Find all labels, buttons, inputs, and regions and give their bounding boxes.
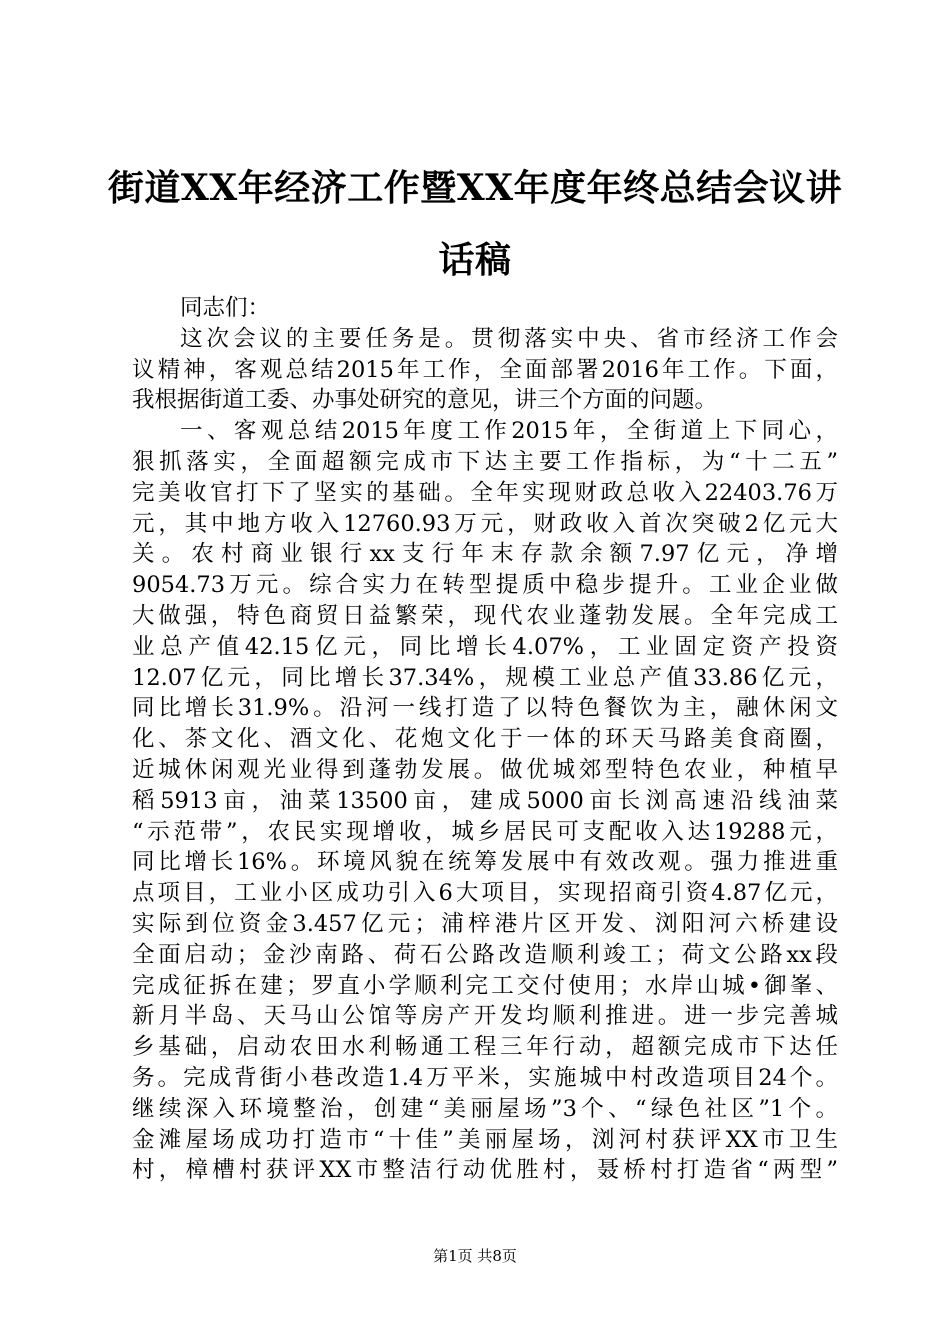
paragraph-line: 我根据街道工委、办事处研究的意见，讲三个方面的问题。 xyxy=(132,387,718,414)
paragraph-line: 业总产值42.15亿元，同比增长4.07%，工业固定资产投资 xyxy=(132,633,838,660)
paragraph-line: 议精神，客观总结2015年工作，全面部署2016年工作。下面， xyxy=(132,356,838,383)
paragraph-line: 全面启动；金沙南路、荷石公路改造顺利竣工；荷文公路xx段 xyxy=(132,941,838,968)
paragraph-line: 新月半岛、天马山公馆等房产开发均顺利推进。进一步完善城 xyxy=(132,1003,838,1030)
paragraph-line: 同比增长31.9%。沿河一线打造了以特色餐饮为主，融休闲文 xyxy=(132,695,838,722)
title-line: 话稿 xyxy=(438,239,512,281)
document-body xyxy=(132,293,838,1186)
paragraph-line: 完成征拆在建；罗直小学顺利完工交付使用；水岸山城•御峯、 xyxy=(132,972,838,999)
paragraph-line: 同比增长16%。环境风貌在统筹发展中有效改观。强力推进重 xyxy=(132,849,838,876)
document-title xyxy=(100,152,850,296)
paragraph-line: 村，樟槽村获评XX市整洁行动优胜村，聂桥村打造省“两型” xyxy=(132,1157,838,1184)
paragraph-line: 实际到位资金3.457亿元；浦梓港片区开发、浏阳河六桥建设 xyxy=(132,910,838,937)
paragraph-line: 9054.73万元。综合实力在转型提质中稳步提升。工业企业做 xyxy=(132,572,838,599)
salutation: 同志们： xyxy=(180,295,271,321)
paragraph-line: 稻5913亩，油菜13500亩，建成5000亩长浏高速沿线油菜 xyxy=(132,787,838,814)
paragraph-line: 元，其中地方收入12760.93万元，财政收入首次突破2亿元大 xyxy=(132,510,838,537)
paragraph-line: 一、客观总结2015年度工作2015年，全街道上下同心， xyxy=(180,418,838,445)
paragraph-line: 化、茶文化、酒文化、花炮文化于一体的环天马路美食商圈， xyxy=(132,726,838,753)
paragraph-line: “示范带”，农民实现增收，城乡居民可支配收入达19288元， xyxy=(132,818,838,845)
paragraph-line: 点项目，工业小区成功引入6大项目，实现招商引资4.87亿元， xyxy=(132,880,838,907)
paragraph-line: 金滩屋场成功打造市“十佳”美丽屋场，浏河村获评XX市卫生 xyxy=(132,1126,838,1153)
title-line: 街道XX年经济工作暨XX年度年终总结会议讲 xyxy=(107,167,843,209)
paragraph-line: 狠抓落实，全面超额完成市下达主要工作指标，为“十二五” xyxy=(132,448,838,475)
paragraph-line: 近城休闲观光业得到蓬勃发展。做优城郊型特色农业，种植早 xyxy=(132,756,838,783)
paragraph-line: 大做强，特色商贸日益繁荣，现代农业蓬勃发展。全年完成工 xyxy=(132,602,838,629)
paragraph-line: 乡基础，启动农田水利畅通工程三年行动，超额完成市下达任 xyxy=(132,1034,838,1061)
paragraph-line: 继续深入环境整治，创建“美丽屋场”3个、“绿色社区”1个。 xyxy=(132,1095,838,1122)
paragraph-line: 12.07亿元，同比增长37.34%，规模工业总产值33.86亿元， xyxy=(132,664,838,691)
page-footer: 第1页 共8页 xyxy=(433,1247,517,1265)
paragraph-line: 务。完成背街小巷改造1.4万平米，实施城中村改造项目24个。 xyxy=(132,1064,838,1091)
paragraph-line: 完美收官打下了坚实的基础。全年实现财政总收入22403.76万 xyxy=(132,479,838,506)
paragraph-line: 这次会议的主要任务是。贯彻落实中央、省市经济工作会 xyxy=(180,325,838,352)
paragraph-line: 关。农村商业银行xx支行年末存款余额7.97亿元，净增 xyxy=(132,541,838,568)
